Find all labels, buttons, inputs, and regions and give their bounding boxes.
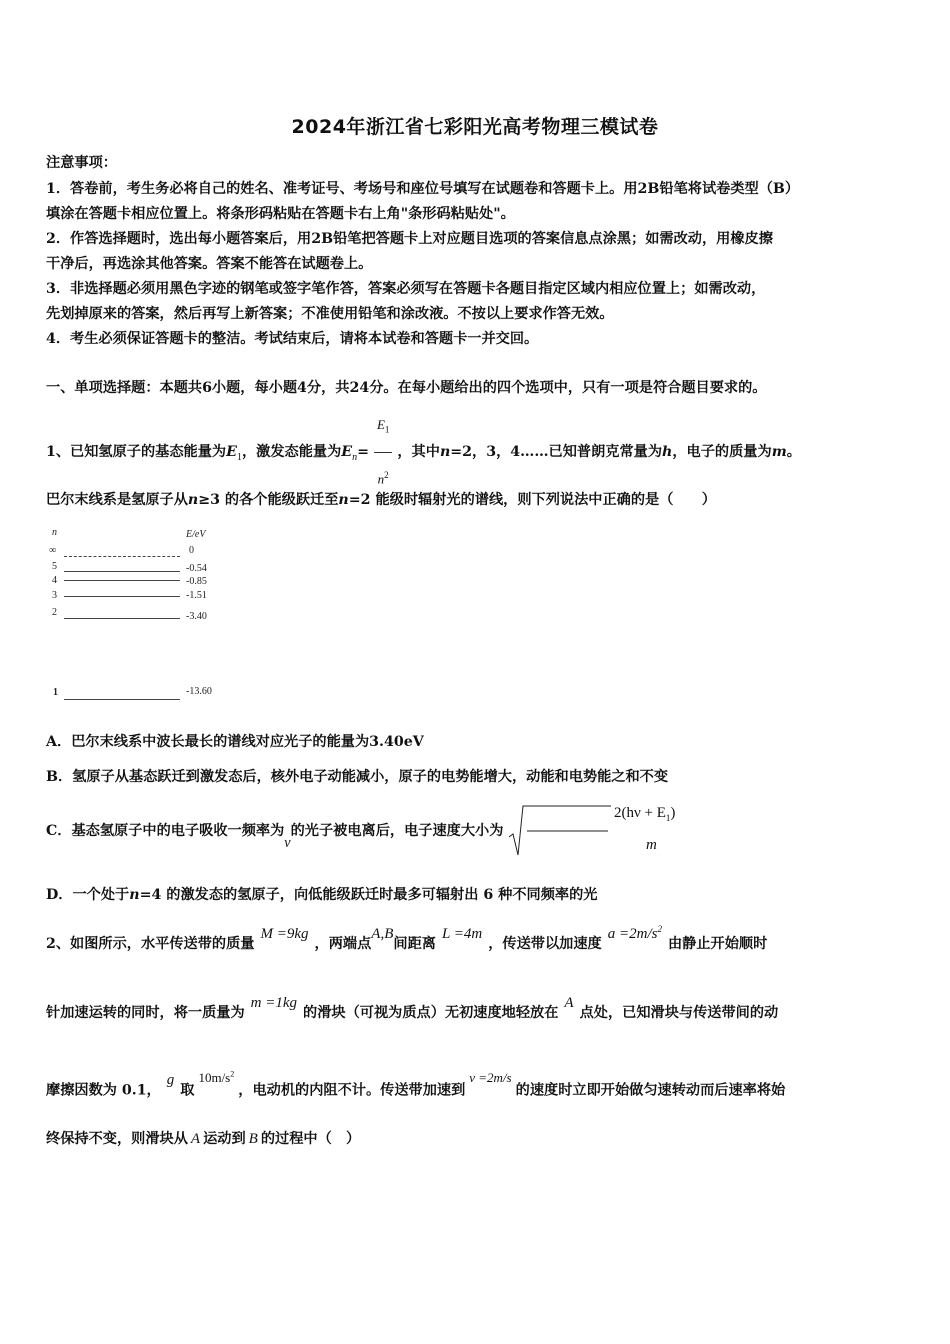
- option-a: A．巴尔末线系中波长最长的谱线对应光子的能量为3.40eV: [46, 734, 424, 750]
- q2-text: 点处，已知滑块与传送带间的动: [579, 1005, 779, 1021]
- diagram-n-header: n: [52, 527, 57, 538]
- q2-text: 针加速运转的同时，将一质量为: [46, 1005, 245, 1021]
- q1-en: E: [341, 443, 353, 460]
- frac-numerator: E: [376, 417, 385, 432]
- q2-acceleration-sup: 2: [657, 924, 662, 934]
- option-b: B．氢原子从基态跃迁到激发态后，核外电子动能减小，原子的电势能增大，动能和电势能之和不变: [46, 769, 669, 785]
- q2-point-b: B: [248, 1131, 258, 1147]
- question-2-line-3: [46, 1062, 785, 1115]
- option-d: [46, 884, 597, 904]
- question-2-line-4: [46, 1128, 360, 1148]
- question-1-stem-2: [46, 489, 716, 509]
- notice-line: 3．非选择题必须用黑色字迹的钢笔或签字笔作答，答案必须写在答题卡各题目指定区域内相应位置上；如需改动，: [46, 281, 766, 297]
- question-1-stem: [46, 403, 801, 501]
- q2-acceleration: a =2m/s: [607, 926, 658, 942]
- sqrt-numerator-text: 2(hν + E: [614, 805, 666, 821]
- q2-point-a: A: [564, 995, 574, 1011]
- level-line-3: [64, 596, 180, 597]
- exam-title: 2024年浙江省七彩阳光高考物理三模试卷: [291, 116, 659, 138]
- question-2-line-1: [46, 914, 767, 969]
- q2-mass-belt: M =9kg: [260, 926, 309, 942]
- q1-text: 。: [786, 443, 801, 460]
- notice-heading: 注意事项：: [46, 155, 117, 171]
- level-line-2: [64, 618, 180, 619]
- level-n-label: 5: [52, 561, 57, 572]
- level-e-label: -0.54: [186, 563, 207, 574]
- level-line-1: [64, 699, 180, 700]
- q2-text: 由静止开始顺时: [667, 936, 768, 952]
- notice-line: 2．作答选择题时，选出每小题答案后，用2B铅笔把答题卡上对应题目选项的答案信息点涂黑；如需改动，用橡皮擦: [46, 231, 773, 247]
- notice-line: 先划掉原来的答案，然后再写上新答案；不准使用铅笔和涂改液。不按以上要求作答无效。: [46, 306, 614, 322]
- level-n-label: ∞: [49, 545, 57, 556]
- q2-g-value-sup: 2: [230, 1070, 235, 1079]
- q1-en-sub: n: [352, 451, 358, 463]
- notice-line: 4．考生必须保证答题卡的整洁。考试结束后，请将本试卷和答题卡一并交回。: [46, 331, 539, 347]
- q1-m: m: [771, 443, 787, 460]
- q1-text: ，其中: [397, 443, 440, 460]
- option-c: [46, 803, 612, 859]
- q2-length: L =4m: [441, 926, 483, 942]
- sqrt-numerator-sub: 1: [665, 813, 671, 823]
- level-n-label: 1: [53, 687, 58, 698]
- q1-e1: E: [226, 443, 237, 460]
- q2-g: g: [166, 1072, 175, 1089]
- level-e-label: 0: [189, 545, 194, 556]
- q1-e1-sub: 1: [236, 451, 242, 463]
- q2-text: 的过程中（ ）: [260, 1131, 361, 1147]
- diagram-e-header: E/eV: [186, 529, 206, 540]
- q2-text: ，两端点: [314, 936, 372, 952]
- q2-text: 取: [180, 1082, 195, 1099]
- q1-n: n: [439, 443, 451, 460]
- level-e-label: -0.85: [186, 576, 207, 587]
- option-c-text: 的光子被电离后，电子速度大小为: [290, 823, 504, 839]
- notice-line: 干净后，再选涂其他答案。答案不能答在试题卷上。: [46, 256, 373, 272]
- q1-l2-text: 巴尔末线系是氢原子从: [46, 492, 188, 508]
- level-e-label: -1.51: [186, 590, 207, 601]
- q1-l2-text: =2 能级时辐射光的谱线，则下列说法中正确的是（ ）: [348, 492, 716, 508]
- sqrt-numerator-end: ): [670, 805, 676, 821]
- q1-eq: =: [357, 443, 369, 460]
- q2-g-value: 10m/s: [198, 1070, 231, 1086]
- level-line-infinity: [64, 556, 180, 557]
- option-d-n: n: [129, 887, 140, 903]
- option-c-text: C．基态氢原子中的电子吸收一频率为: [46, 823, 285, 839]
- level-e-label: -13.60: [186, 686, 212, 697]
- sqrt-denominator: m: [646, 837, 657, 853]
- option-d-text: =4 的激发态的氢原子，向低能级跃迁时最多可辐射出 6 种不同频率的光: [139, 887, 598, 903]
- q2-text: 运动到: [203, 1131, 246, 1147]
- level-n-label: 4: [52, 575, 57, 586]
- option-d-text: D．一个处于: [46, 887, 130, 903]
- notice-line: 填涂在答题卡相应位置上。将条形码粘贴在答题卡右上角"条形码粘贴处"。: [46, 206, 515, 222]
- q1-text: =2，3，4……已知普朗克常量为: [450, 443, 663, 460]
- energy-fraction: [374, 403, 392, 501]
- frac-numerator-sub: 1: [384, 424, 390, 435]
- q2-text: 摩擦因数为 0.1，: [46, 1082, 161, 1099]
- q1-text: ，激发态能量为: [241, 443, 342, 460]
- sqrt-radical-sign: [508, 803, 612, 859]
- q1-text: ，电子的质量为: [672, 443, 772, 460]
- q2-text: ，传送带以加速度: [488, 936, 602, 952]
- q2-text: 2、如图所示，水平传送带的质量: [46, 936, 255, 952]
- q2-points: A,B: [371, 926, 394, 942]
- notice-line: 1．答卷前，考生务必将自己的姓名、准考证号、考场号和座位号填写在试题卷和答题卡上。用2B铅笔将试卷类型（B）: [46, 181, 800, 197]
- level-line-4: [64, 580, 180, 581]
- sqrt-numerator: [614, 805, 675, 823]
- frac-denominator-sup: 2: [384, 469, 389, 480]
- q2-velocity: v =2m/s: [469, 1070, 512, 1086]
- q1-text: 1、已知氢原子的基态能量为: [46, 443, 227, 460]
- frac-denominator: n: [377, 470, 385, 486]
- q2-text: 的滑块（可视为质点）无初速度地轻放在: [303, 1005, 559, 1021]
- energy-level-diagram: [44, 525, 234, 705]
- level-n-label: 3: [52, 590, 57, 601]
- q1-l2-n: n: [338, 492, 349, 508]
- sqrt-expression: [508, 803, 612, 859]
- level-n-label: 2: [52, 607, 57, 618]
- q1-l2-text: ≥3 的各个能级跃迁至: [198, 492, 339, 508]
- q2-text: 间距离: [393, 936, 436, 952]
- option-c-nu: ν: [284, 835, 291, 851]
- level-line-5: [64, 571, 180, 572]
- q2-mass-block: m =1kg: [250, 995, 298, 1011]
- q1-h: h: [662, 443, 673, 460]
- q2-text: 的速度时立即开始做匀速转动而后速率将始: [515, 1082, 786, 1099]
- q1-l2-n: n: [187, 492, 199, 508]
- q2-point-a: A: [190, 1131, 201, 1147]
- q2-text: 终保持不变，则滑块从: [46, 1131, 188, 1147]
- level-e-label: -3.40: [186, 611, 207, 622]
- q2-text: ，电动机的内阻不计。传送带加速到: [238, 1082, 466, 1099]
- section-heading: 一、单项选择题：本题共6小题，每小题4分，共24分。在每小题给出的四个选项中，只有一项是符合题目要求的。: [46, 380, 767, 396]
- question-2-line-2: [46, 988, 778, 1038]
